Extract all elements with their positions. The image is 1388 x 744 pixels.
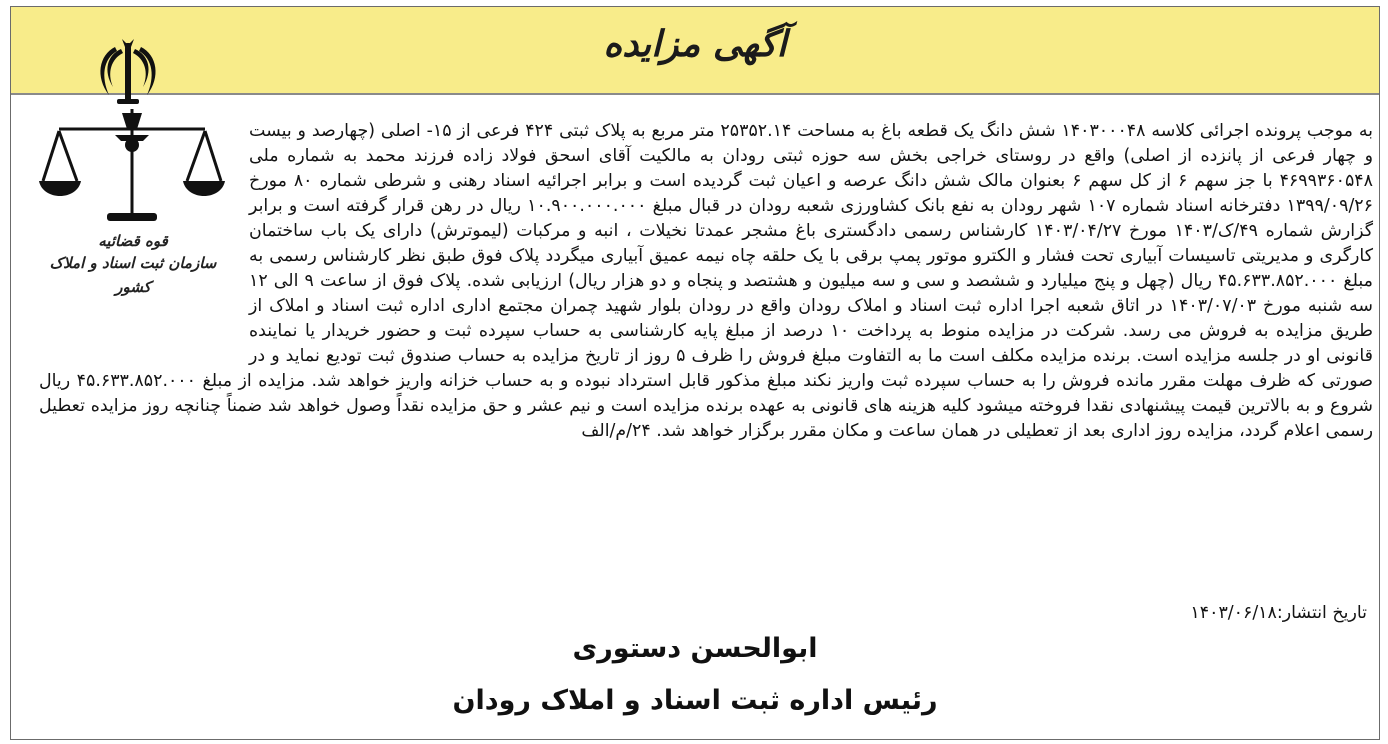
org-line-registry: سازمان ثبت اسناد و املاک کشور xyxy=(49,254,217,296)
publish-date: تاریخ انتشار:۱۴۰۳/۰۶/۱۸ xyxy=(1190,603,1367,623)
notice-body-text: به موجب پرونده اجرائی کلاسه ۱۴۰۳۰۰۰۴۸ شش دانگ یک قطعه باغ به مساحت ۲۵۳۵۲.۱۴ متر مربع به پلاک ثبتی ۴۲۴ فرعی از ۱۵- اصلی (چهارصد و بیست و چهار فرعی از پانزده از اصلی) واقع در روستای خراجی بخش سه حوزه ثبتی رودان به مالکیت آقای اسحق فولاد زاده فرزند محمد به شماره ملی ۴۶۹۹۳۶۰۵۴۸ با جز سهم ۶ از کل سهم ۶ بعنوان مالک شش دانگ عرصه و اعیان ثبت گردیده است و برابر اجرائیه اسناد رهنی و شرطی شماره ۸۰ مورخ ۱۳۹۹/۰۹/۲۶ دفترخانه اسناد شماره ۱۰۷ شهر رودان به نفع بانک کشاورزی شعبه رودان در قبال مبلغ ۱۰.۹۰۰.۰۰۰.۰۰۰ ریال در رهن قرار گرفته است و برابر گزارش شماره ۴۹/ک/۱۴۰۳ مورخ ۱۴۰۳/۰۴/۲۷ کارشناس رسمی دادگستری باغ مشجر عمدتا نخیلات ، انبه و مرکبات (لیموترش) دارای یک باب ساختمان کارگری و مدیریتی تاسیسات آبیاری تحت فشار و الکترو موتور پمپ برقی با یک حلقه چاه نیمه عمیق آبیاری میگردد پلاک فوق طبق نظر کارشناس رسمی به مبلغ ۴۵.۶۳۳.۸۵۲.۰۰۰ ریال (چهل و پنج میلیارد و ششصد و سی و سه میلیون و هشتصد و پنجاه و دو هزار ریال) ارزیابی شده. پلاک فوق از ساعت ۹ الی ۱۲ سه شنبه مورخ ۱۴۰۳/۰۷/۰۳ در اتاق شعبه اجرا اداره ثبت اسناد و املاک رودان واقع در رودان بلوار شهید چمران مجتمع اداری اداره ثبت اسناد و املاک از طریق مزایده به فروش می رسد. شرکت در مزایده منوط به پرداخت ۱۰ درصد از مبلغ پایه کارشناسی به حساب سپرده ثبت و حضور خریدار یا نماینده قانونی او در جلسه مزایده است. برنده مزایده مکلف است ما به التفاوت مبلغ فروش را ظرف ۵ روز از تاریخ مزایده به حساب صندوق ثبت تودیع نماید و در صورتی که ظرف مهلت مقرر مانده فروش را به حساب سپرده ثبت واریز نکند مبلغ مذکور قابل استرداد نبوده و به حساب خزانه واریز خواهد شد. مزایده از مبلغ ۴۵.۶۳۳.۸۵۲.۰۰۰ ریال شروع و به بالاترین قیمت پیشنهادی نقدا فروخته میشود کلیه هزینه های قانونی به عهده برنده مزایده است و نیم عشر و حق مزایده نقداً وصول خواهد شد ضمناً چنانچه روز مزایده تعطیل رسمی اعلام گردد، مزایده روز اداری بعد از تعطیلی در همان ساعت و مکان مقرر برگزار خواهد شد. ۲۴/م/الف xyxy=(39,121,1373,441)
iran-emblem-icon xyxy=(91,37,165,111)
notice-frame xyxy=(10,6,1380,740)
notice-title: آگهی مزایده xyxy=(603,23,787,65)
signer-name: ابوالحسن دستوری xyxy=(572,633,818,664)
signer-position: رئیس اداره ثبت اسناد و املاک رودان xyxy=(452,685,938,716)
notice-body xyxy=(39,119,1373,444)
org-line-judiciary: قوه قضائیه xyxy=(98,232,168,250)
logo-spacer xyxy=(39,119,249,369)
title-bar xyxy=(11,7,1379,95)
